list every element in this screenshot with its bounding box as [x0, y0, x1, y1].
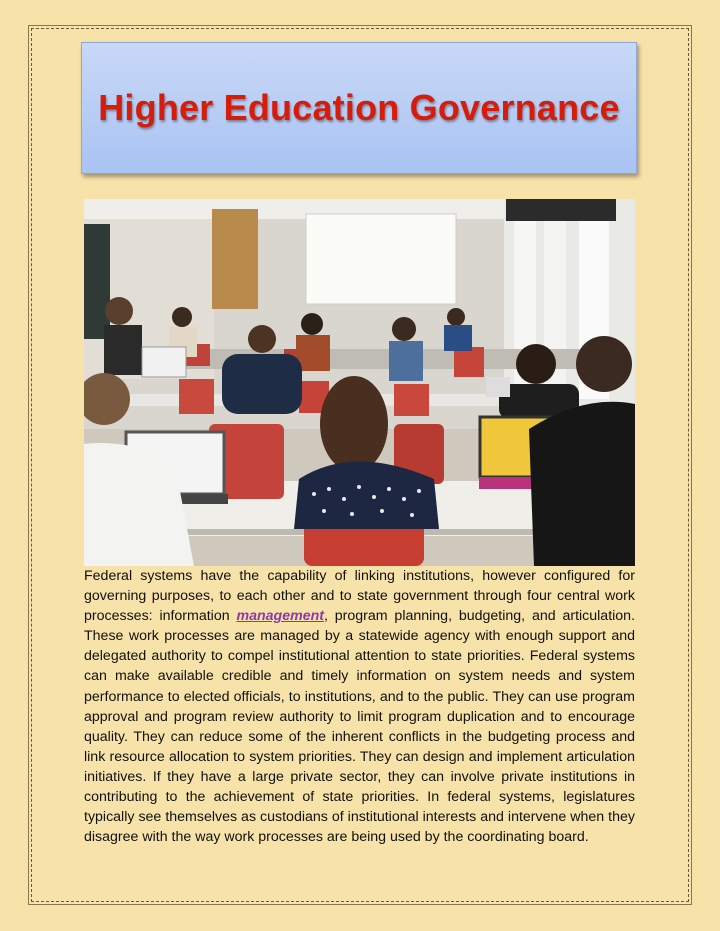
paragraph-text-end: , program planning, budgeting, and articulation. These work processes are managed by a statewide agency with enough support and delegated authority to compel institutional attention to state priorities. Federal systems can make available credible and timely information on system needs and system performance to elected officials, to institutions, and to the public. They can use program approval and program review authority to limit program duplication and to encourage quality. They can reduce some of the inherent conflicts in the budgeting process and link resource allocation to system priorities. They can design and implement articulation initiatives. If they have a large private sector, they can involve private institutions in contributing to the achievement of state priorities. In federal systems, legislatures typically see themselves as custodians of institutional interests and intervene when they disagree with the way work processes are being used by the coordinating board.	[84, 608, 636, 846]
title-banner	[81, 42, 637, 174]
classroom-illustration	[84, 199, 635, 566]
article-paragraph	[84, 566, 635, 847]
page-title: Higher Education Governance	[98, 87, 620, 128]
paragraph-text-start: Federal systems have the capability of linking institutions, however configured for governing purposes, to each other and to state government through four central work processes: information	[84, 568, 635, 625]
classroom-photo	[84, 199, 635, 566]
management-link[interactable]: management	[236, 608, 324, 625]
